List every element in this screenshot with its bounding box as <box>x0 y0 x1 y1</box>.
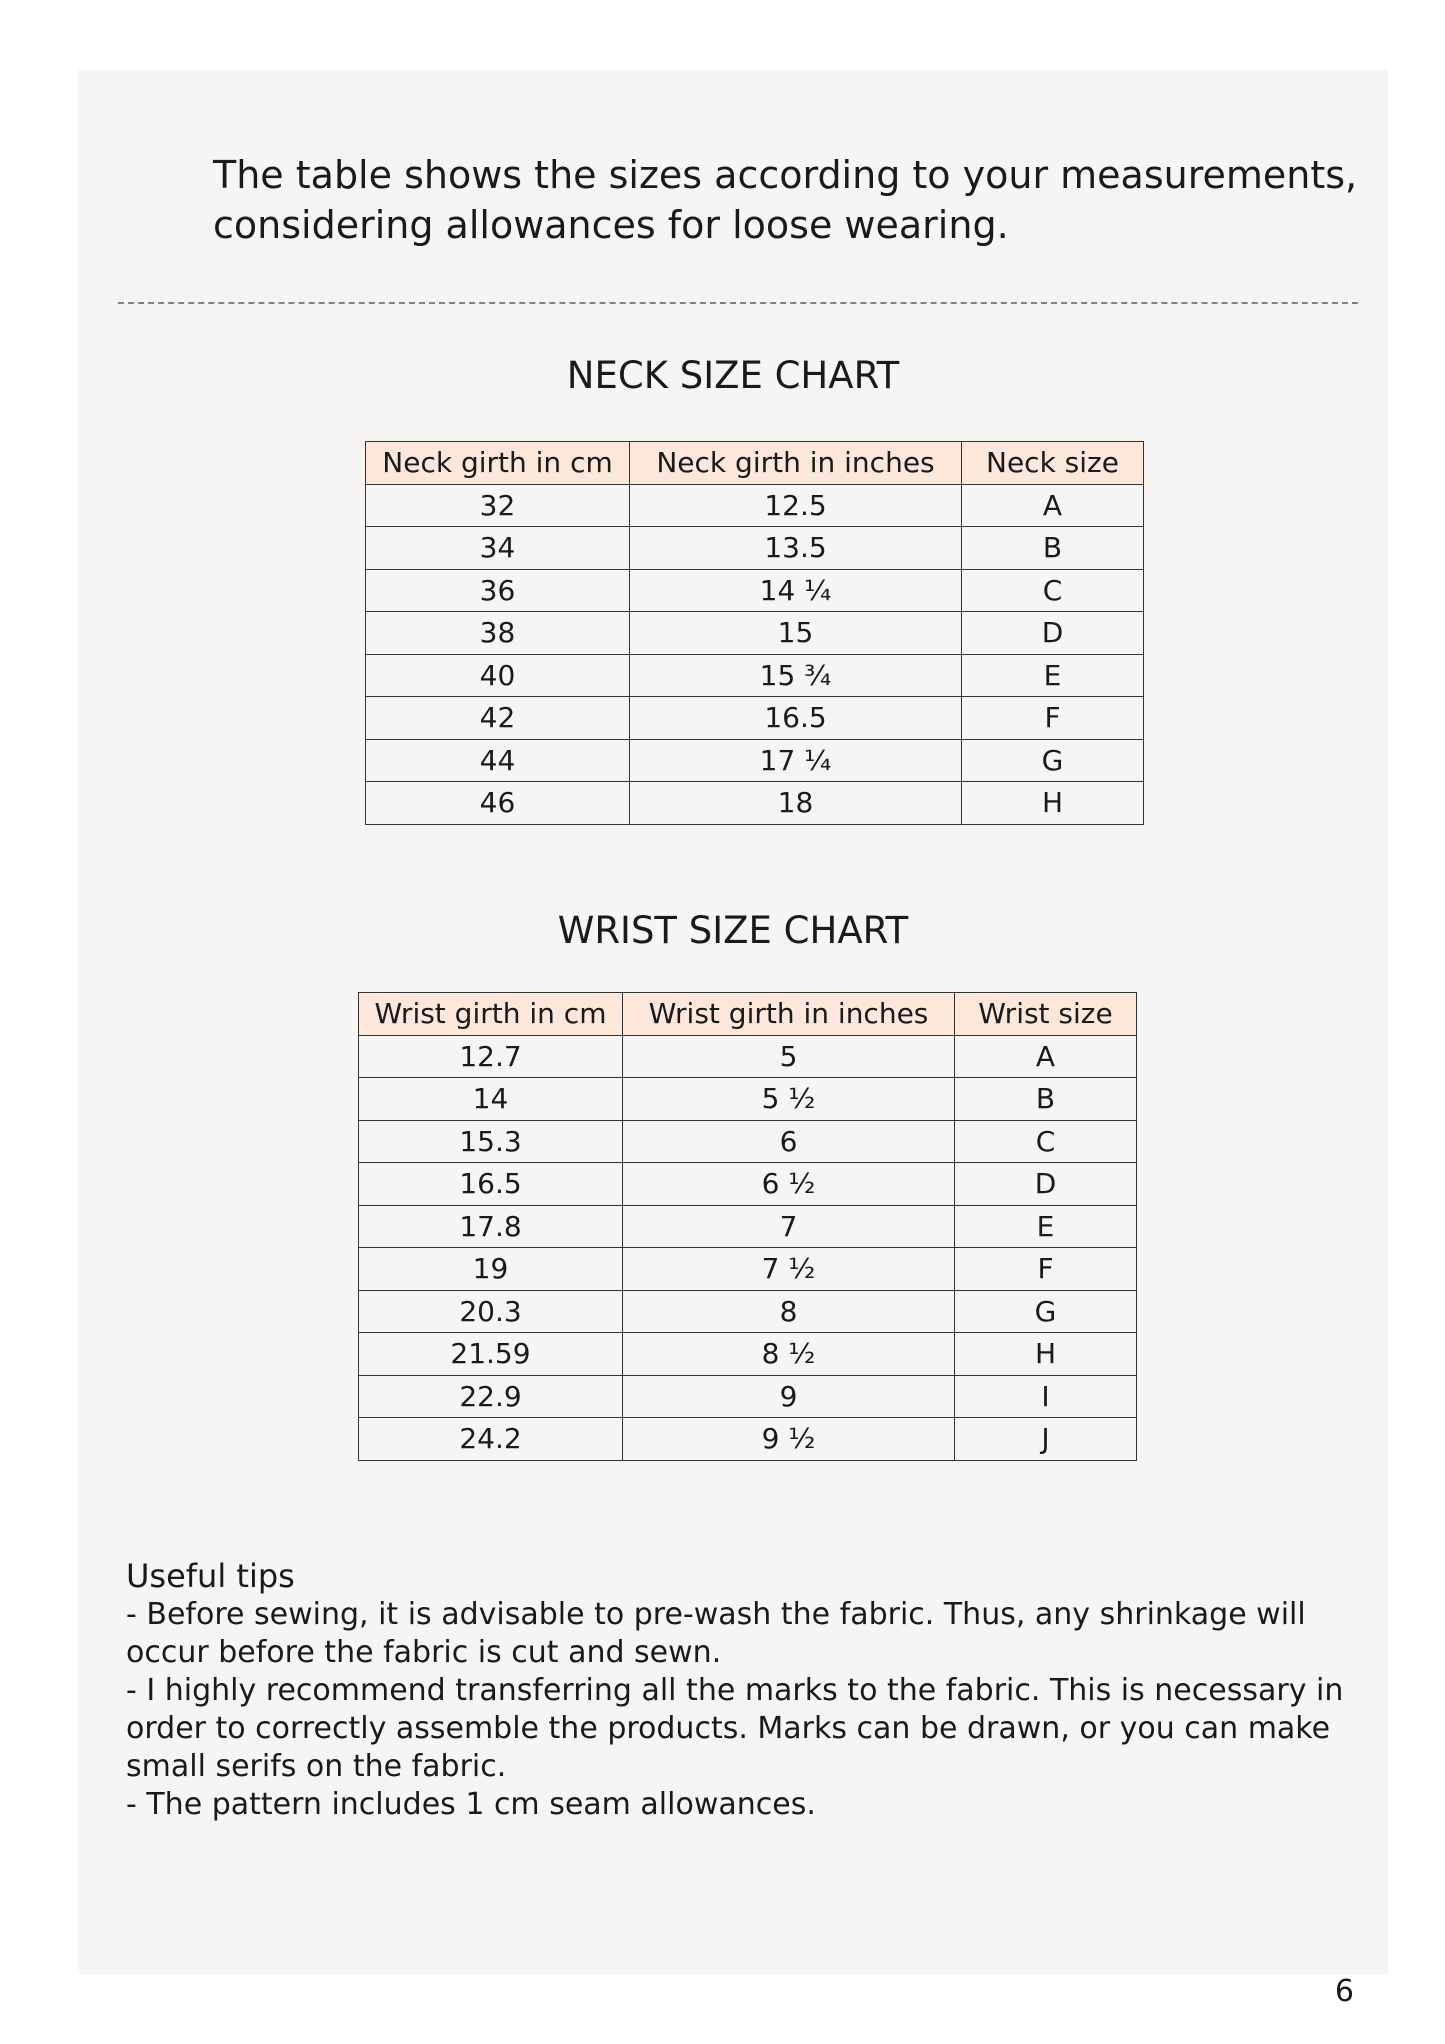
table-cell: 6 ½ <box>623 1163 955 1206</box>
table-cell: B <box>955 1078 1137 1121</box>
table-cell: 14 ¼ <box>630 569 962 612</box>
table-row <box>366 739 1144 782</box>
wrist-chart-title: WRIST SIZE CHART <box>557 909 909 952</box>
document-page <box>78 70 1388 2009</box>
table-row <box>359 1163 1137 1206</box>
column-header: Wrist girth in inches <box>623 993 955 1036</box>
table-cell: H <box>955 1333 1137 1376</box>
table-cell: 38 <box>366 612 630 655</box>
intro-line-1: The table shows the sizes according to your measurements, <box>213 153 1358 197</box>
table-cell: D <box>955 1163 1137 1206</box>
table-header-row <box>366 442 1144 485</box>
table-cell: 17.8 <box>359 1205 623 1248</box>
table-cell: I <box>955 1375 1137 1418</box>
table-cell: 15 <box>630 612 962 655</box>
table-row <box>359 1248 1137 1291</box>
table-row <box>359 1333 1137 1376</box>
table-cell: 34 <box>366 527 630 570</box>
wrist-table-body <box>359 1035 1137 1460</box>
table-row <box>366 782 1144 825</box>
table-cell: 36 <box>366 569 630 612</box>
table-cell: H <box>962 782 1144 825</box>
column-header: Neck girth in inches <box>630 442 962 485</box>
table-cell: 22.9 <box>359 1375 623 1418</box>
table-cell: 15 ¾ <box>630 654 962 697</box>
intro-text <box>213 150 1358 250</box>
table-row <box>359 1078 1137 1121</box>
table-cell: 21.59 <box>359 1333 623 1376</box>
table-cell: 24.2 <box>359 1418 623 1461</box>
table-header-row <box>359 993 1137 1036</box>
table-cell: A <box>962 484 1144 527</box>
intro-line-2: considering allowances for loose wearing. <box>213 203 1009 247</box>
table-cell: B <box>962 527 1144 570</box>
table-cell: 46 <box>366 782 630 825</box>
table-cell: 17 ¼ <box>630 739 962 782</box>
table-cell: 16.5 <box>630 697 962 740</box>
table-cell: 7 ½ <box>623 1248 955 1291</box>
table-cell: J <box>955 1418 1137 1461</box>
table-cell: E <box>955 1205 1137 1248</box>
table-row <box>359 1375 1137 1418</box>
table-cell: 5 <box>623 1035 955 1078</box>
table-cell: 42 <box>366 697 630 740</box>
table-cell: 32 <box>366 484 630 527</box>
table-row <box>359 1035 1137 1078</box>
table-cell: 7 <box>623 1205 955 1248</box>
table-row <box>366 654 1144 697</box>
table-cell: 19 <box>359 1248 623 1291</box>
table-cell: 16.5 <box>359 1163 623 1206</box>
neck-size-table <box>365 441 1144 825</box>
table-cell: D <box>962 612 1144 655</box>
table-cell: C <box>955 1120 1137 1163</box>
table-cell: 13.5 <box>630 527 962 570</box>
table-row <box>359 1205 1137 1248</box>
table-cell: 14 <box>359 1078 623 1121</box>
wrist-size-table <box>358 992 1137 1461</box>
table-row <box>359 1418 1137 1461</box>
table-row <box>366 569 1144 612</box>
table-cell: 8 ½ <box>623 1333 955 1376</box>
table-cell: 9 <box>623 1375 955 1418</box>
table-row <box>359 1290 1137 1333</box>
table-cell: 12.7 <box>359 1035 623 1078</box>
table-cell: G <box>955 1290 1137 1333</box>
tip-item: - I highly recommend transferring all the marks to the fabric. This is necessary in order to correctly assemble the products. Marks can be drawn, or you can make small serifs on the fabric. <box>126 1673 1344 1784</box>
neck-table-body <box>366 484 1144 824</box>
column-header: Neck girth in cm <box>366 442 630 485</box>
table-cell: 18 <box>630 782 962 825</box>
tip-item: - Before sewing, it is advisable to pre-wash the fabric. Thus, any shrinkage will occur before the fabric is cut and sewn. <box>126 1597 1306 1670</box>
neck-chart-title: NECK SIZE CHART <box>566 354 900 397</box>
table-cell: 40 <box>366 654 630 697</box>
useful-tips-section <box>126 1556 1376 1824</box>
column-header: Wrist girth in cm <box>359 993 623 1036</box>
table-cell: 12.5 <box>630 484 962 527</box>
tip-item: - The pattern includes 1 cm seam allowances. <box>126 1787 816 1822</box>
table-cell: 44 <box>366 739 630 782</box>
table-cell: F <box>962 697 1144 740</box>
table-cell: A <box>955 1035 1137 1078</box>
table-cell: G <box>962 739 1144 782</box>
table-cell: 8 <box>623 1290 955 1333</box>
dashed-divider <box>118 302 1358 304</box>
table-cell: 15.3 <box>359 1120 623 1163</box>
table-cell: F <box>955 1248 1137 1291</box>
tips-heading: Useful tips <box>126 1557 295 1595</box>
table-cell: 6 <box>623 1120 955 1163</box>
table-cell: C <box>962 569 1144 612</box>
table-cell: 9 ½ <box>623 1418 955 1461</box>
column-header: Wrist size <box>955 993 1137 1036</box>
table-cell: E <box>962 654 1144 697</box>
table-row <box>366 527 1144 570</box>
table-row <box>359 1120 1137 1163</box>
table-row <box>366 484 1144 527</box>
table-row <box>366 612 1144 655</box>
table-cell: 5 ½ <box>623 1078 955 1121</box>
table-row <box>366 697 1144 740</box>
table-cell: 20.3 <box>359 1290 623 1333</box>
page-number: 6 <box>1334 1974 1354 2009</box>
column-header: Neck size <box>962 442 1144 485</box>
